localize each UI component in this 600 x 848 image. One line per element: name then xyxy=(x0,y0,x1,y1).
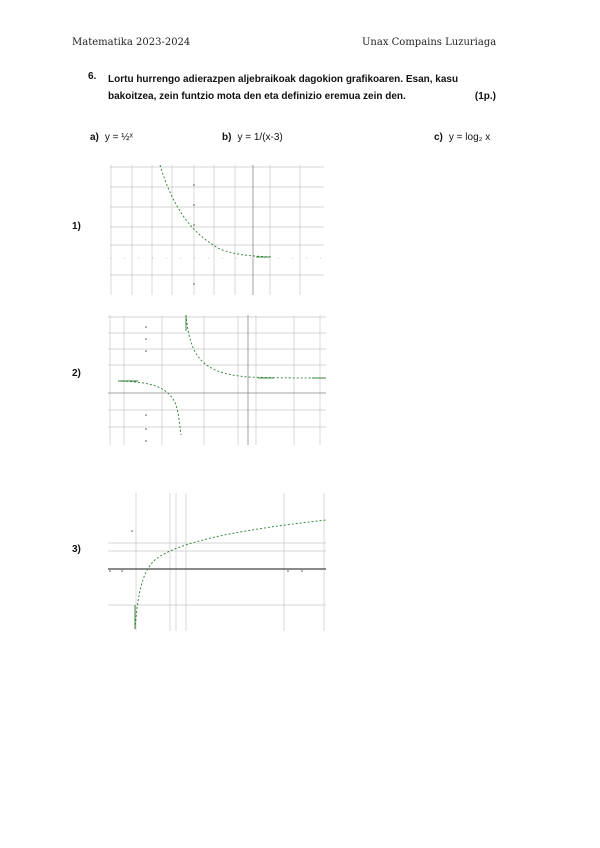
header-author: Unax Compains Luzuriaga xyxy=(362,37,497,48)
option-b-letter: b) xyxy=(222,132,232,143)
option-a-expression: y = ½ˣ xyxy=(104,132,133,143)
graph-1 xyxy=(110,165,324,295)
option-b-expression: y = 1/(x-3) xyxy=(237,132,283,143)
graph-2 xyxy=(108,315,326,445)
header-subject: Matematika 2023-2024 xyxy=(72,37,191,48)
graph-1-curve xyxy=(160,165,272,257)
option-a-letter: a) xyxy=(90,132,99,143)
option-c-expression: y = log₂ x xyxy=(448,132,491,143)
option-c-letter: c) xyxy=(434,132,443,143)
question-number: 6. xyxy=(88,71,97,82)
option-c xyxy=(434,132,490,143)
option-b xyxy=(222,132,283,143)
graph-3-curve xyxy=(135,520,326,629)
graph-3-label: 3) xyxy=(72,544,81,555)
graph-3-grid xyxy=(108,493,326,631)
graph-2-label: 2) xyxy=(72,368,81,379)
graph-1-label: 1) xyxy=(72,221,81,232)
graph-1-grid xyxy=(110,165,324,295)
question-text xyxy=(108,71,500,105)
question-points: (1p.) xyxy=(474,91,496,102)
graph-2-grid xyxy=(108,315,326,445)
question-statement: Lortu hurrengo adierazpen aljebraikoak dagokion grafikoaren. Esan, kasu bakoitzea, zein funtzio mota den eta definizio eremua zein den. xyxy=(108,74,459,102)
option-a xyxy=(90,132,133,143)
graph-3 xyxy=(108,493,326,631)
